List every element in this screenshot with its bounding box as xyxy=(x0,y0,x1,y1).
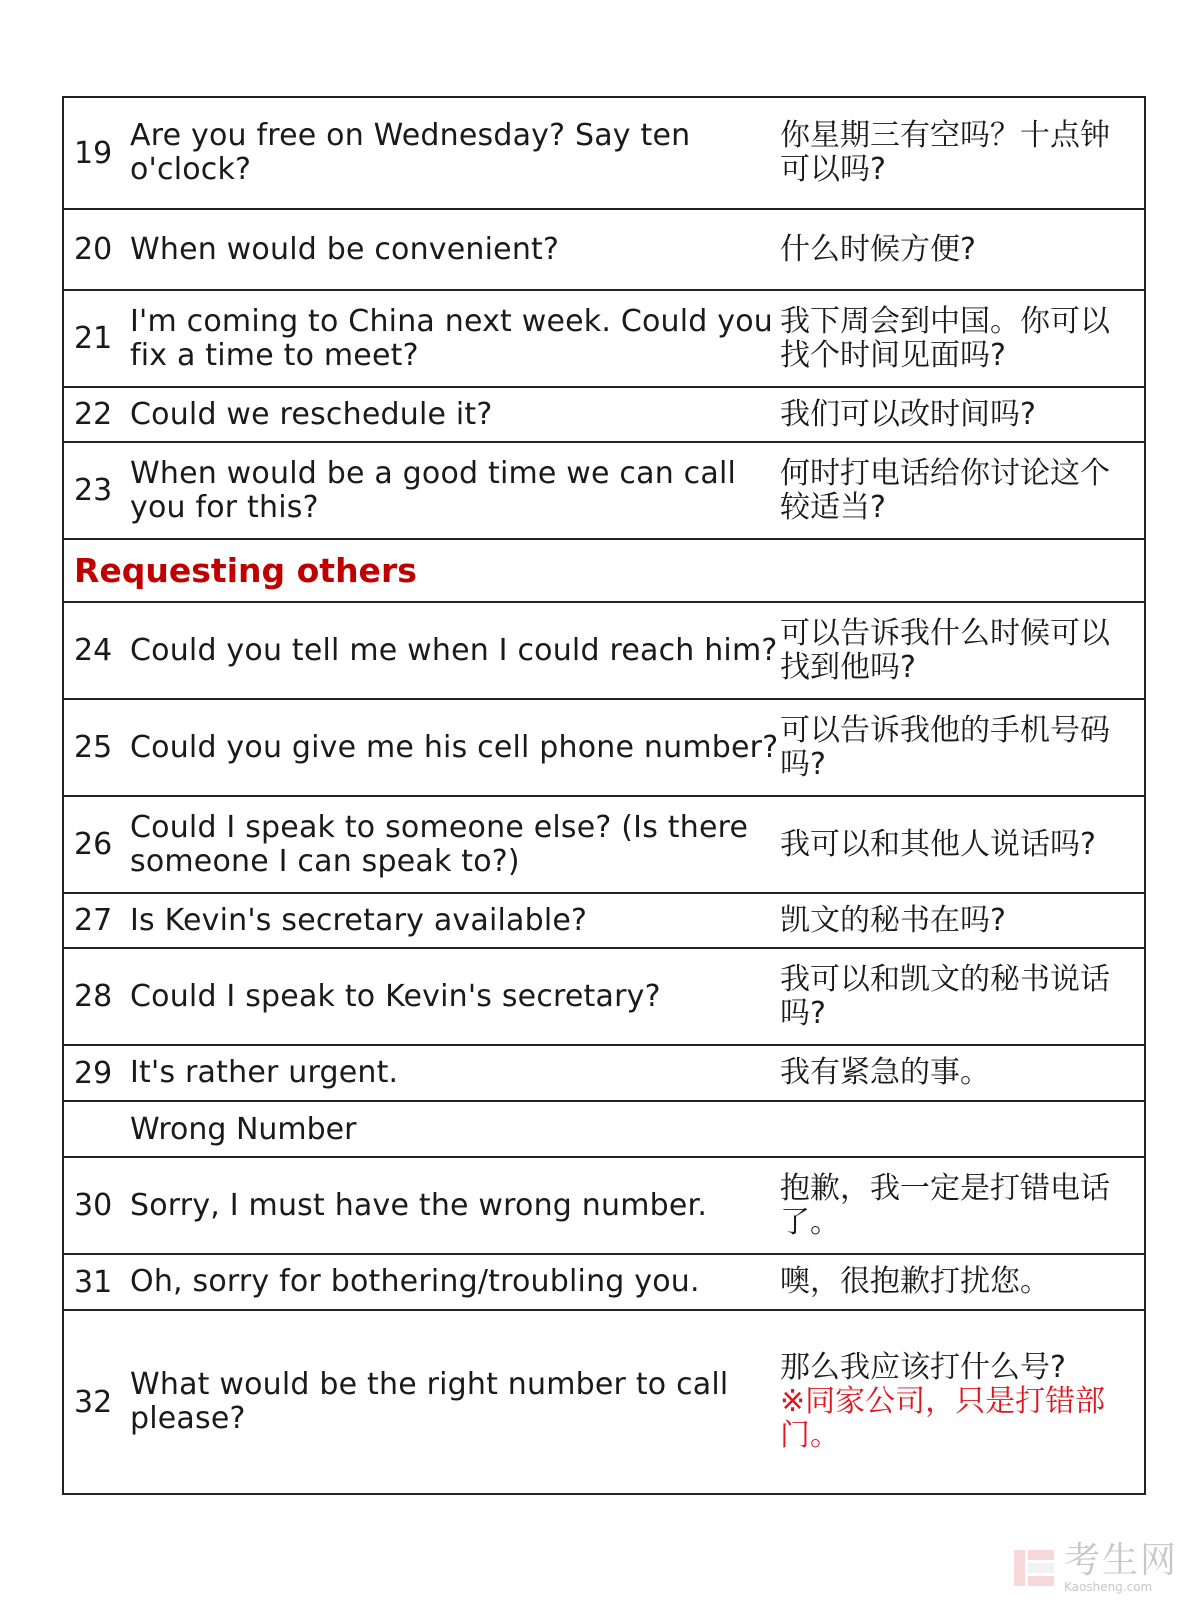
row-number: 20 xyxy=(74,232,113,267)
table-row xyxy=(64,210,1144,291)
translation-text: 那么我应该打什么号? xyxy=(780,1350,1066,1385)
chinese-translation: 我可以和凯文的秘书说话吗? xyxy=(780,961,1110,1031)
table-row xyxy=(64,603,1144,700)
chinese-translation: 我下周会到中国。你可以找个时间见面吗? xyxy=(780,303,1110,373)
row-number: 28 xyxy=(74,979,113,1014)
row-number: 21 xyxy=(74,321,113,356)
watermark-cn: 考生网 xyxy=(1063,1540,1178,1581)
english-phrase: When would be a good time we can call you for this? xyxy=(130,455,737,525)
table-row xyxy=(64,1158,1144,1255)
english-phrase: When would be convenient? xyxy=(130,231,560,267)
row-number: 25 xyxy=(74,730,113,765)
table-row xyxy=(64,388,1144,443)
row-number: 31 xyxy=(74,1264,113,1300)
english-phrase: Is Kevin's secretary available? xyxy=(130,902,588,938)
chinese-translation: 我可以和其他人说话吗? xyxy=(780,826,1096,862)
row-number: 29 xyxy=(74,1055,113,1091)
chinese-translation: 你星期三有空吗？十点钟可以吗? xyxy=(780,118,1110,187)
kaosheng-logo-icon xyxy=(1012,1546,1056,1590)
english-phrase: Sorry, I must have the wrong number. xyxy=(130,1187,708,1223)
table-row xyxy=(64,443,1144,540)
english-phrase: Could we reschedule it? xyxy=(130,396,493,432)
chinese-translation: 什么时候方便? xyxy=(780,231,976,267)
english-phrase: Could I speak to Kevin's secretary? xyxy=(130,978,661,1014)
phrase-table xyxy=(62,96,1146,1495)
translation-note: ※同家公司，只是打错部门。 xyxy=(780,1384,1106,1453)
row-number: 23 xyxy=(74,473,113,508)
row-number: 32 xyxy=(74,1384,113,1420)
row-number: 19 xyxy=(74,135,113,171)
english-phrase: Could you give me his cell phone number? xyxy=(130,729,779,765)
english-phrase: Could I speak to someone else? (Is there someone I can speak to?) xyxy=(130,809,749,879)
chinese-translation: 可以告诉我他的手机号码吗? xyxy=(780,712,1110,782)
english-phrase: I'm coming to China next week. Could you fix a time to meet? xyxy=(130,303,773,373)
english-phrase: What would be the right number to call please? xyxy=(130,1367,729,1436)
table-row xyxy=(64,797,1144,894)
table-row xyxy=(64,98,1144,210)
row-number: 30 xyxy=(74,1188,113,1223)
chinese-translation: 凯文的秘书在吗? xyxy=(780,902,1006,938)
table-row xyxy=(64,700,1144,797)
english-phrase: Could you tell me when I could reach him? xyxy=(130,632,778,668)
chinese-translation xyxy=(780,1351,1144,1453)
watermark-en: Kaosheng.com xyxy=(1063,1580,1153,1594)
chinese-translation: 可以告诉我什么时候可以找到他吗? xyxy=(780,615,1110,685)
table-row xyxy=(64,1046,1144,1102)
table-row xyxy=(64,949,1144,1046)
table-row xyxy=(64,1311,1144,1493)
watermark xyxy=(1012,1542,1178,1594)
row-number: 22 xyxy=(74,397,113,432)
table-row xyxy=(64,1255,1144,1311)
english-phrase: It's rather urgent. xyxy=(130,1055,399,1090)
section-heading-requesting-others: Requesting others xyxy=(64,540,1144,603)
chinese-translation: 何时打电话给你讨论这个较适当? xyxy=(780,455,1110,525)
table-row xyxy=(64,894,1144,949)
row-number: 26 xyxy=(74,827,113,862)
table-row xyxy=(64,291,1144,388)
english-phrase: Oh, sorry for bothering/troubling you. xyxy=(130,1264,700,1299)
chinese-translation: 抱歉，我一定是打错电话了。 xyxy=(780,1170,1110,1240)
chinese-translation: 我们可以改时间吗? xyxy=(780,396,1036,432)
section-title: Wrong Number xyxy=(130,1111,357,1147)
chinese-translation: 我有紧急的事。 xyxy=(780,1055,990,1090)
row-number: 24 xyxy=(74,633,113,668)
row-number: 27 xyxy=(74,903,113,938)
english-phrase: Are you free on Wednesday? Say ten o'clock? xyxy=(130,118,691,187)
chinese-translation: 噢，很抱歉打扰您。 xyxy=(780,1264,1050,1299)
section-heading-wrong-number xyxy=(64,1102,1144,1158)
